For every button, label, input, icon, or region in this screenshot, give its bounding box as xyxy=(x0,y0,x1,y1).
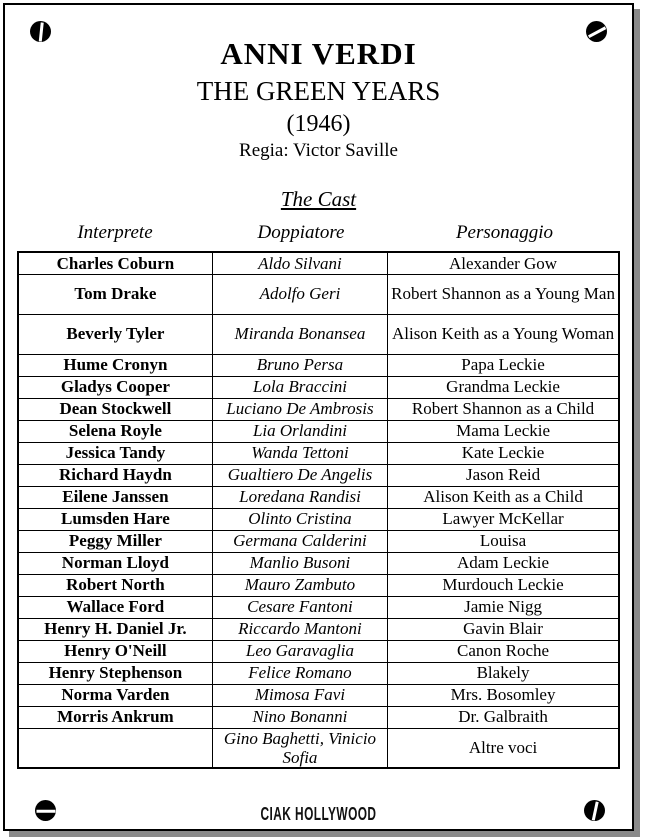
cast-cell-doppiatore: Leo Garavaglia xyxy=(212,640,387,662)
cast-cell-doppiatore: Loredana Randisi xyxy=(212,486,387,508)
cast-row xyxy=(18,596,619,618)
cast-cell-doppiatore: Gualtiero De Angelis xyxy=(212,464,387,486)
cast-cell-interprete: Henry O'Neill xyxy=(18,640,212,662)
cast-cell-doppiatore: Riccardo Mantoni xyxy=(212,618,387,640)
cast-cell-personaggio: Dr. Galbraith xyxy=(388,706,619,728)
cast-cell-personaggio: Blakely xyxy=(388,662,619,684)
cast-section-title xyxy=(5,189,632,210)
cast-cell-personaggio: Altre voci xyxy=(388,728,619,768)
cast-cell-personaggio: Jason Reid xyxy=(388,464,619,486)
cast-cell-interprete: Peggy Miller xyxy=(18,530,212,552)
director-credit: Regia: Victor Saville xyxy=(239,140,398,161)
cast-cell-interprete: Morris Ankrum xyxy=(18,706,212,728)
cast-row xyxy=(18,728,619,768)
cast-column-headers xyxy=(17,223,620,242)
cast-cell-doppiatore: Mauro Zambuto xyxy=(212,574,387,596)
cast-row xyxy=(18,354,619,376)
cast-cell-personaggio: Alexander Gow xyxy=(388,252,619,274)
cast-cell-doppiatore: Germana Calderini xyxy=(212,530,387,552)
cast-row xyxy=(18,398,619,420)
cast-row xyxy=(18,530,619,552)
cast-cell-personaggio: Jamie Nigg xyxy=(388,596,619,618)
cast-cell-doppiatore: Luciano De Ambrosis xyxy=(212,398,387,420)
screw-icon-bottom-right xyxy=(584,800,605,821)
cast-table xyxy=(17,251,620,769)
document-page xyxy=(3,3,634,831)
cast-cell-personaggio: Papa Leckie xyxy=(388,354,619,376)
screw-icon-top-right xyxy=(586,21,607,42)
cast-row xyxy=(18,552,619,574)
cast-cell-interprete: Dean Stockwell xyxy=(18,398,212,420)
cast-cell-interprete: Beverly Tyler xyxy=(18,314,212,354)
cast-row xyxy=(18,486,619,508)
cast-row xyxy=(18,464,619,486)
cast-cell-personaggio: Adam Leckie xyxy=(388,552,619,574)
cast-row xyxy=(18,574,619,596)
cast-cell-interprete xyxy=(18,728,212,768)
cast-cell-doppiatore: Olinto Cristina xyxy=(212,508,387,530)
cast-cell-personaggio: Murdouch Leckie xyxy=(388,574,619,596)
cast-row xyxy=(18,684,619,706)
column-header-personaggio: Personaggio xyxy=(455,222,554,243)
cast-cell-personaggio: Robert Shannon as a Young Man xyxy=(388,274,619,314)
cast-cell-interprete: Henry Stephenson xyxy=(18,662,212,684)
cast-cell-personaggio: Alison Keith as a Young Woman xyxy=(388,314,619,354)
cast-cell-personaggio: Grandma Leckie xyxy=(388,376,619,398)
cast-cell-doppiatore: Gino Baghetti, Vinicio Sofia xyxy=(212,728,387,768)
cast-cell-interprete: Tom Drake xyxy=(18,274,212,314)
cast-cell-doppiatore: Mimosa Favi xyxy=(212,684,387,706)
film-year: (1946) xyxy=(286,111,351,137)
cast-cell-interprete: Norman Lloyd xyxy=(18,552,212,574)
cast-cell-personaggio: Mama Leckie xyxy=(388,420,619,442)
screw-slot xyxy=(591,801,597,820)
cast-cell-doppiatore: Nino Bonanni xyxy=(212,706,387,728)
cast-cell-doppiatore: Cesare Fantoni xyxy=(212,596,387,618)
cast-cell-personaggio: Kate Leckie xyxy=(388,442,619,464)
cast-cell-interprete: Gladys Cooper xyxy=(18,376,212,398)
cast-row xyxy=(18,420,619,442)
cast-cell-personaggio: Lawyer McKellar xyxy=(388,508,619,530)
cast-cell-interprete: Hume Cronyn xyxy=(18,354,212,376)
cast-cell-interprete: Charles Coburn xyxy=(18,252,212,274)
screw-slot xyxy=(38,22,42,41)
cast-row xyxy=(18,618,619,640)
cast-cell-doppiatore: Lia Orlandini xyxy=(212,420,387,442)
ciak-hollywood-logo: CIAK HOLLYWOOD xyxy=(260,803,377,824)
cast-row xyxy=(18,376,619,398)
cast-row xyxy=(18,274,619,314)
cast-cell-interprete: Wallace Ford xyxy=(18,596,212,618)
cast-cell-personaggio: Canon Roche xyxy=(388,640,619,662)
cast-cell-interprete: Jessica Tandy xyxy=(18,442,212,464)
cast-cell-doppiatore: Wanda Tettoni xyxy=(212,442,387,464)
cast-row xyxy=(18,508,619,530)
cast-cell-personaggio: Gavin Blair xyxy=(388,618,619,640)
column-header-doppiatore: Doppiatore xyxy=(257,222,345,243)
english-title: THE GREEN YEARS xyxy=(196,76,441,106)
cast-cell-doppiatore: Aldo Silvani xyxy=(212,252,387,274)
cast-cell-interprete: Selena Royle xyxy=(18,420,212,442)
cast-section-title-text: The Cast xyxy=(280,187,357,211)
cast-cell-interprete: Eilene Janssen xyxy=(18,486,212,508)
cast-cell-personaggio: Alison Keith as a Child xyxy=(388,486,619,508)
cast-row xyxy=(18,640,619,662)
cast-cell-doppiatore: Adolfo Geri xyxy=(212,274,387,314)
cast-cell-interprete: Norma Varden xyxy=(18,684,212,706)
cast-row xyxy=(18,706,619,728)
cast-cell-doppiatore: Miranda Bonansea xyxy=(212,314,387,354)
cast-cell-interprete: Henry H. Daniel Jr. xyxy=(18,618,212,640)
italian-title: ANNI VERDI xyxy=(220,36,417,71)
cast-cell-doppiatore: Felice Romano xyxy=(212,662,387,684)
cast-row xyxy=(18,314,619,354)
screw-slot xyxy=(588,26,606,37)
cast-row xyxy=(18,442,619,464)
cast-row xyxy=(18,252,619,274)
cast-cell-doppiatore: Bruno Persa xyxy=(212,354,387,376)
screw-icon-top-left xyxy=(30,21,51,42)
cast-cell-personaggio: Louisa xyxy=(388,530,619,552)
cast-cell-doppiatore: Manlio Busoni xyxy=(212,552,387,574)
column-header-interprete: Interprete xyxy=(77,222,153,243)
cast-cell-personaggio: Mrs. Bosomley xyxy=(388,684,619,706)
cast-cell-doppiatore: Lola Braccini xyxy=(212,376,387,398)
cast-cell-interprete: Lumsden Hare xyxy=(18,508,212,530)
cast-cell-interprete: Robert North xyxy=(18,574,212,596)
cast-row xyxy=(18,662,619,684)
cast-cell-interprete: Richard Haydn xyxy=(18,464,212,486)
cast-cell-personaggio: Robert Shannon as a Child xyxy=(388,398,619,420)
